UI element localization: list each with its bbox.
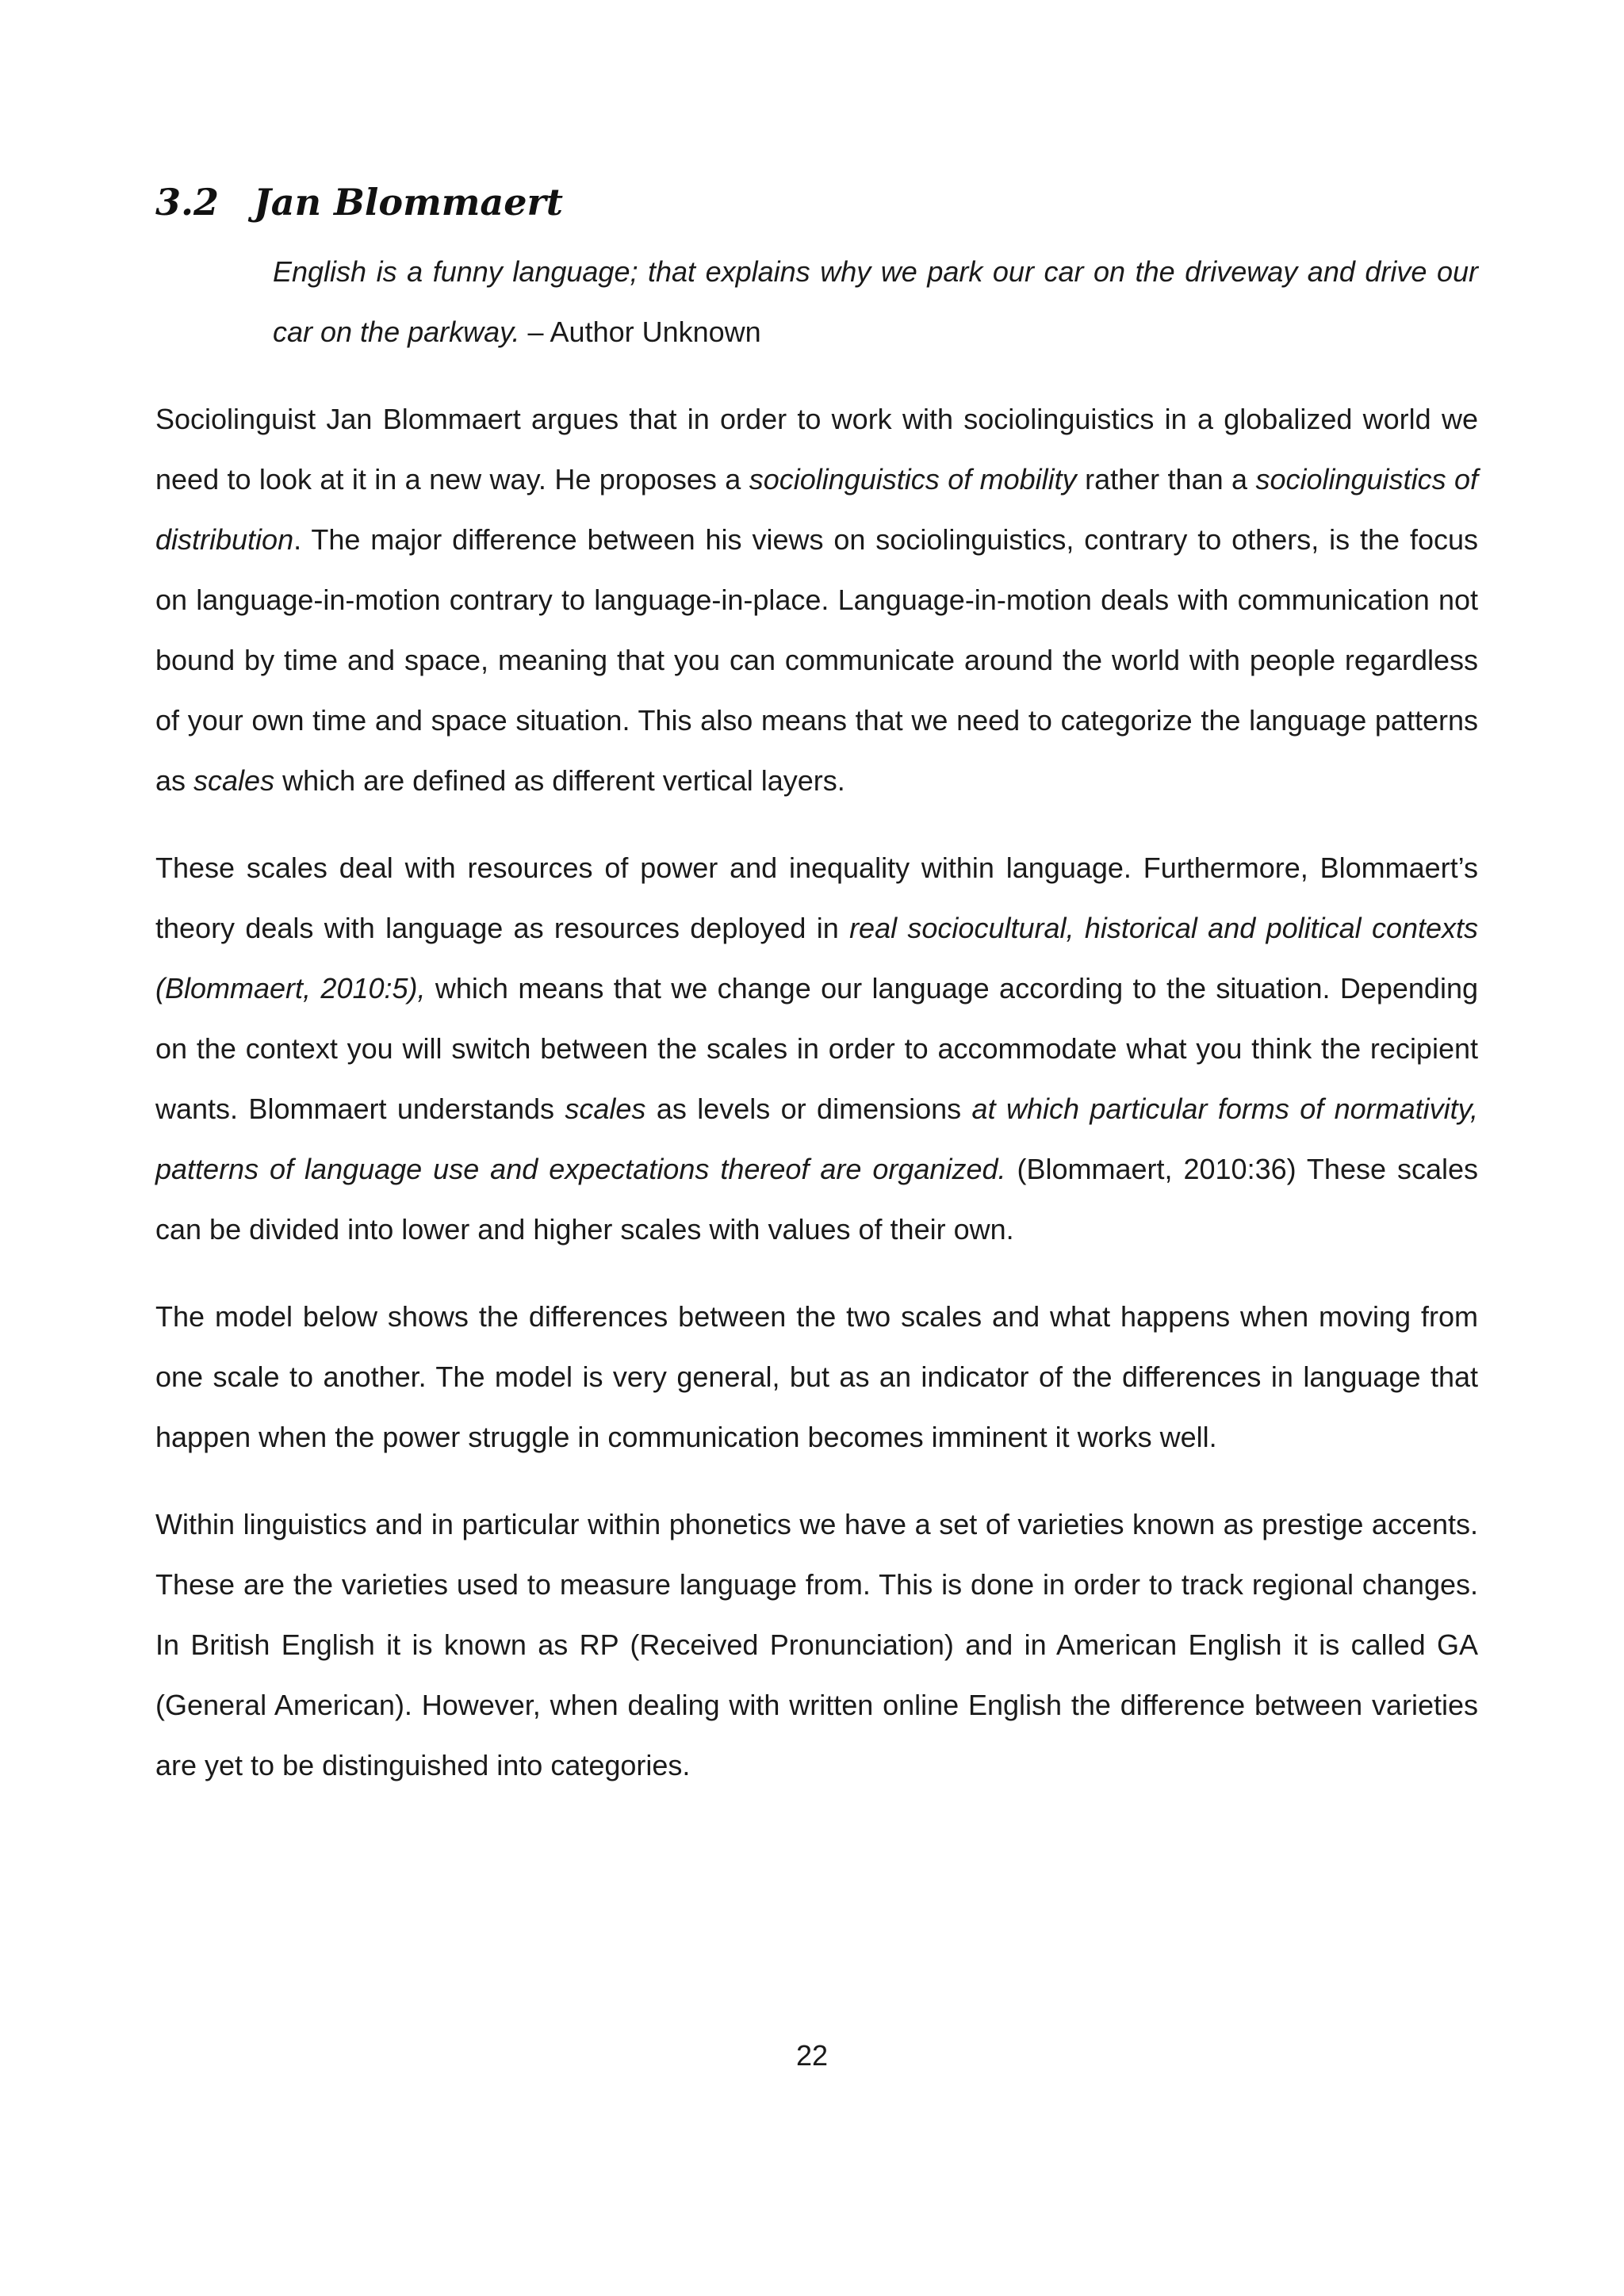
epigraph-attribution: – Author Unknown <box>527 316 761 349</box>
paragraph-1 <box>155 389 1478 811</box>
paragraph-3 <box>155 1287 1478 1468</box>
paragraph-emphasis: sociolinguistics of distribution <box>155 463 1479 557</box>
paragraph-text: These scales deal with resources of power and inequality within language. Furthermore, Blommaert’s theory deals with language as resources deployed in <box>155 851 1478 945</box>
paragraph-2 <box>155 838 1478 1260</box>
section-title: Jan Blommaert <box>254 181 563 224</box>
paragraph-emphasis: real sociocultural, historical and political contexts (Blommaert, 2010:5), <box>155 912 1479 1005</box>
paragraph-text: The model below shows the differences between the two scales and what happens when moving from one scale to another. The model is very general, but as an indicator of the differences in language that happen when the power struggle in communication becomes imminent it works well. <box>155 1300 1478 1454</box>
page-number: 22 <box>795 2039 829 2072</box>
paragraph-emphasis: sociolinguistics of mobility <box>749 463 1077 496</box>
paragraph-emphasis: scales <box>193 764 275 798</box>
paragraph-text: which are defined as different vertical layers. <box>274 764 845 798</box>
section-number: 3.2 <box>155 181 220 224</box>
paragraph-emphasis: scales <box>565 1093 646 1126</box>
paragraph-text: . The major difference between his views on sociolinguistics, contrary to others, is the focus on language-in-motion contrary to language-in-place. Language-in-motion deals with communication not bound by time and space, meaning that you can communicate around the world with people regardless of your own time and space situation. This also means that we need to categorize the language patterns as <box>155 523 1478 798</box>
paragraph-emphasis: at which particular forms of normativity, patterns of language use and expectations thereof are organized. <box>155 1093 1479 1186</box>
paragraph-text: rather than a <box>1076 463 1256 496</box>
paragraph-text: as levels or dimensions <box>645 1093 972 1126</box>
paragraph-4 <box>155 1494 1478 1796</box>
section-heading <box>155 181 1478 224</box>
epigraph-quote: English is a funny language; that explains why we park our car on the driveway and drive our car on the parkway. <box>273 255 1478 349</box>
paragraph-text: Sociolinguist Jan Blommaert argues that in order to work with sociolinguistics in a globalized world we need to look at it in a new way. He proposes a <box>155 403 1478 496</box>
page-content <box>155 181 1478 1823</box>
paragraph-text: which means that we change our language according to the situation. Depending on the context you will switch between the scales in order to accommodate what you think the recipient wants. Blommaert understands <box>155 972 1478 1126</box>
paragraph-text: Within linguistics and in particular within phonetics we have a set of varieties known as prestige accents. These are the varieties used to measure language from. This is done in order to track regional changes. In British English it is known as RP (Received Pronunciation) and in American English it is called GA (General American). However, when dealing with written online English the difference between varieties are yet to be distinguished into categories. <box>155 1508 1478 1782</box>
epigraph <box>273 242 1478 362</box>
paragraph-text: (Blommaert, 2010:36) These scales can be divided into lower and higher scales with values of their own. <box>155 1153 1479 1246</box>
